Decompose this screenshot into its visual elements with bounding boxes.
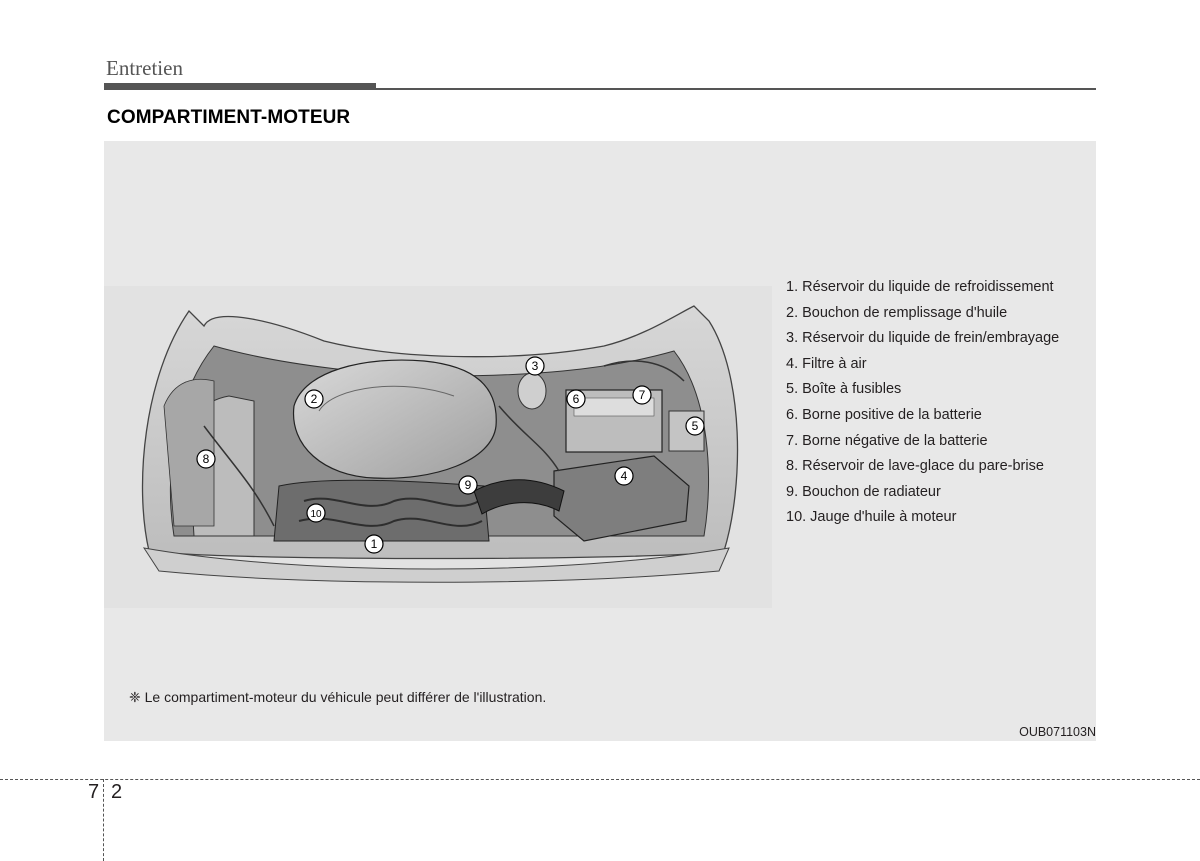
page-number: 2 <box>111 781 123 803</box>
callout-9 <box>459 476 477 494</box>
legend-item: 2. Bouchon de remplissage d'huile <box>786 304 1008 321</box>
svg-text:6: 6 <box>572 392 580 406</box>
callout-1 <box>365 535 383 553</box>
figure-panel <box>104 141 1096 741</box>
svg-text:2: 2 <box>310 392 318 406</box>
callout-3 <box>526 357 544 375</box>
legend-item: 9. Bouchon de radiateur <box>786 483 941 500</box>
legend-list <box>786 275 1059 531</box>
legend-item: 10. Jauge d'huile à moteur <box>786 509 957 526</box>
svg-text:4: 4 <box>620 469 628 483</box>
header-rule-thin <box>104 88 1096 90</box>
section-title: Entretien <box>106 56 183 80</box>
callout-7 <box>633 386 651 404</box>
chapter-number: 7 <box>88 781 100 803</box>
svg-text:5: 5 <box>691 419 699 433</box>
callout-2 <box>305 390 323 408</box>
callout-5 <box>686 417 704 435</box>
svg-text:8: 8 <box>202 452 210 466</box>
engine-compartment-illustration <box>104 286 772 608</box>
svg-text:9: 9 <box>464 478 472 492</box>
callout-4 <box>615 467 633 485</box>
svg-text:10: 10 <box>310 509 322 520</box>
legend-item: 7. Borne négative de la batterie <box>786 432 988 449</box>
footer-divider-vertical <box>103 779 104 861</box>
legend-item: 4. Filtre à air <box>786 355 867 372</box>
legend-item: 5. Boîte à fusibles <box>786 381 902 398</box>
legend-item: 3. Réservoir du liquide de frein/embrayage <box>786 330 1060 347</box>
callout-8 <box>197 450 215 468</box>
illustration-note: ❈ Le compartiment-moteur du véhicule peut différer de l'illustration. <box>129 689 547 705</box>
callout-6 <box>567 390 585 408</box>
svg-text:3: 3 <box>531 359 539 373</box>
legend-item: 8. Réservoir de lave-glace du pare-brise <box>786 458 1044 475</box>
legend-item: 6. Borne positive de la batterie <box>786 406 982 423</box>
figure-code: OUB071103N <box>1019 725 1096 739</box>
legend-item: 1. Réservoir du liquide de refroidissement <box>786 279 1054 295</box>
footer-divider <box>0 779 1200 780</box>
svg-text:7: 7 <box>638 388 646 402</box>
callout-10 <box>307 504 325 522</box>
page-heading: COMPARTIMENT-MOTEUR <box>107 107 351 128</box>
svg-text:1: 1 <box>370 537 378 551</box>
